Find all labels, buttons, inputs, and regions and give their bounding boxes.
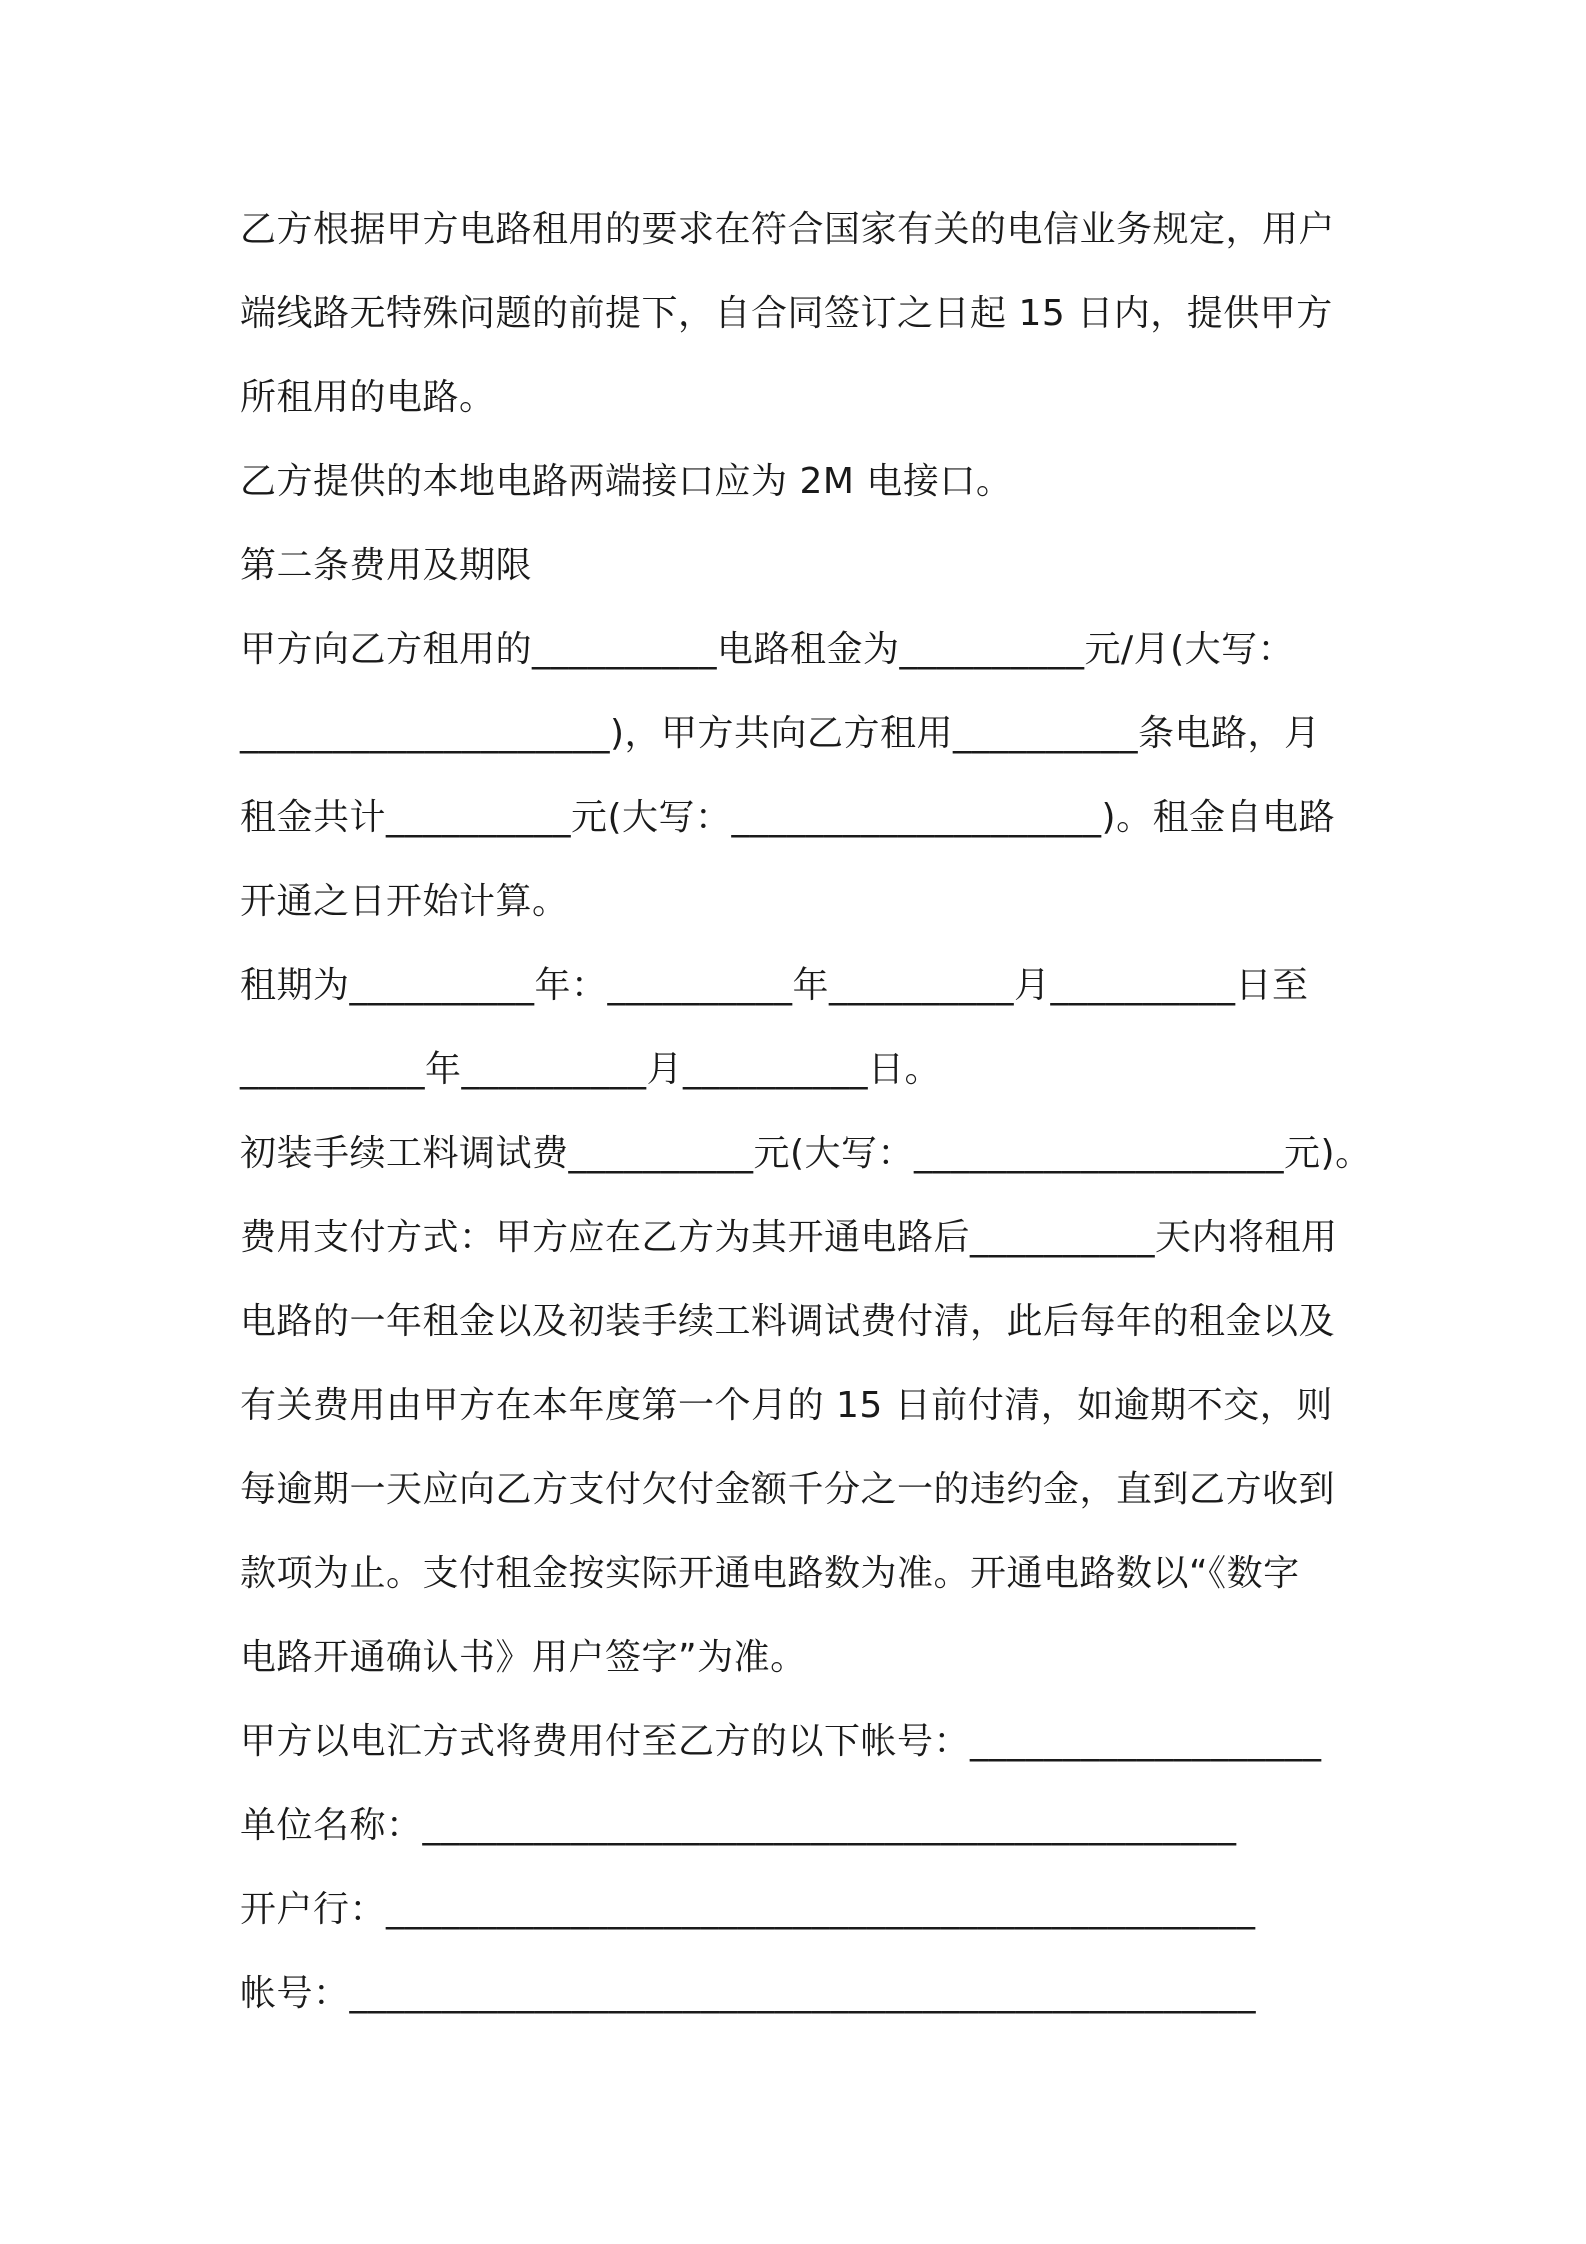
paragraph-line: 乙方根据甲方电路租用的要求在符合国家有关的电信业务规定，用户 xyxy=(240,209,1336,250)
paragraph-line: 甲方以电汇方式将费用付至乙方的以下帐号：___________________ xyxy=(240,1721,1322,1762)
paragraph-line: 乙方提供的本地电路两端接口应为 2M 电接口。 xyxy=(240,461,1013,502)
paragraph-line: 每逾期一天应向乙方支付欠付金额千分之一的违约金，直到乙方收到 xyxy=(240,1469,1336,1510)
paragraph-line: 费用支付方式：甲方应在乙方为其开通电路后__________天内将租用 xyxy=(240,1217,1338,1258)
paragraph-line: 所租用的电路。 xyxy=(240,377,496,418)
paragraph-line: 开通之日开始计算。 xyxy=(240,881,569,922)
paragraph-line: __________年__________月__________日。 xyxy=(240,1049,941,1090)
paragraph-line: 初装手续工料调试费__________元(大写：____________________元)。 xyxy=(240,1133,1372,1174)
paragraph-line: 款项为止。支付租金按实际开通电路数为准。开通电路数以“《数字 xyxy=(240,1553,1300,1594)
paragraph-line: 租期为__________年：__________年__________月__________日至 xyxy=(240,965,1309,1006)
paragraph-line: 甲方向乙方租用的__________电路租金为__________元/月(大写： xyxy=(240,629,1295,670)
paragraph-line: 端线路无特殊问题的前提下，自合同签订之日起 15 日内，提供甲方 xyxy=(240,293,1333,334)
form-field-line: 单位名称：____________________________________________ xyxy=(240,1805,1237,1846)
paragraph-line: 电路的一年租金以及初装手续工料调试费付清，此后每年的租金以及 xyxy=(240,1301,1336,1342)
paragraph-line: ____________________)，甲方共向乙方租用__________条电路，月 xyxy=(240,713,1321,754)
paragraph-line: 租金共计__________元(大写：____________________)。租金自电路 xyxy=(240,797,1336,838)
form-field-line: 帐号：_________________________________________________ xyxy=(240,1973,1257,2014)
paragraph-line: 电路开通确认书》用户签字”为准。 xyxy=(240,1637,807,1678)
form-field-line: 开户行：_______________________________________________ xyxy=(240,1889,1256,1930)
paragraph-line: 有关费用由甲方在本年度第一个月的 15 日前付清，如逾期不交，则 xyxy=(240,1385,1333,1426)
section-heading: 第二条费用及期限 xyxy=(240,545,533,586)
